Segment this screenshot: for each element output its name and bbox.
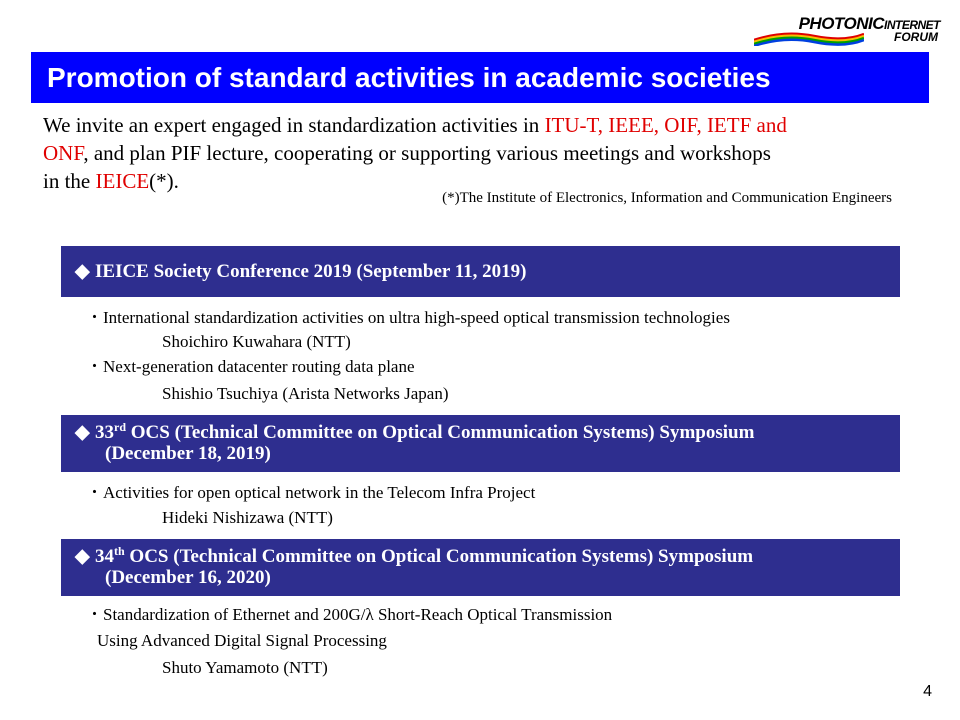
speaker-name: Shishio Tsuchiya (Arista Networks Japan): [162, 384, 449, 403]
page-number: 4: [923, 683, 932, 700]
logo-forum-text: FORUM: [894, 30, 938, 44]
section-header-ieice-conference: ◆ IEICE Society Conference 2019 (September 11, 2019): [61, 246, 900, 297]
logo-text: PHOTONICINTERNET: [798, 14, 940, 33]
section-header-ocs-2019: ◆ 33rd OCS (Technical Committee on Optical Communication Systems) Symposium (December 18, 2019): [61, 415, 900, 472]
list-item: ・Standardization of Ethernet and 200G/λ Short-Reach Optical Transmission: [86, 605, 613, 624]
intro-paragraph: We invite an expert engaged in standardization activities in ITU-T, IEEE, OIF, IETF and ONF, and plan PIF lecture, cooperating or supporting various meetings and workshops in the IEICE(*).: [43, 113, 787, 193]
ieice-highlight: IEICE: [95, 169, 150, 193]
page-title: Promotion of standard activities in academic societies: [31, 52, 929, 103]
photonic-internet-forum-logo: [754, 12, 942, 46]
onf-highlight: ONF: [43, 141, 84, 165]
speaker-name: Shuto Yamamoto (NTT): [162, 658, 328, 677]
speaker-name: Shoichiro Kuwahara (NTT): [162, 332, 351, 351]
diamond-icon: ◆: [75, 422, 90, 443]
speaker-name: Hideki Nishizawa (NTT): [162, 508, 333, 527]
section-header-ocs-2020: ◆ 34th OCS (Technical Committee on Optical Communication Systems) Symposium (December 16, 2020): [61, 539, 900, 596]
diamond-icon: ◆: [75, 546, 90, 567]
list-item-continuation: Using Advanced Digital Signal Processing: [97, 631, 387, 650]
ieice-footnote: (*)The Institute of Electronics, Information and Communication Engineers: [442, 190, 892, 206]
logo-stripes-icon: [754, 30, 864, 46]
list-item: ・International standardization activities on ultra high-speed optical transmission technologies: [86, 308, 730, 327]
orgs-highlight: ITU-T, IEEE, OIF, IETF and: [544, 113, 787, 137]
diamond-icon: ◆: [75, 261, 90, 282]
list-item: ・Next-generation datacenter routing data plane: [86, 357, 415, 376]
list-item: ・Activities for open optical network in the Telecom Infra Project: [86, 483, 536, 502]
